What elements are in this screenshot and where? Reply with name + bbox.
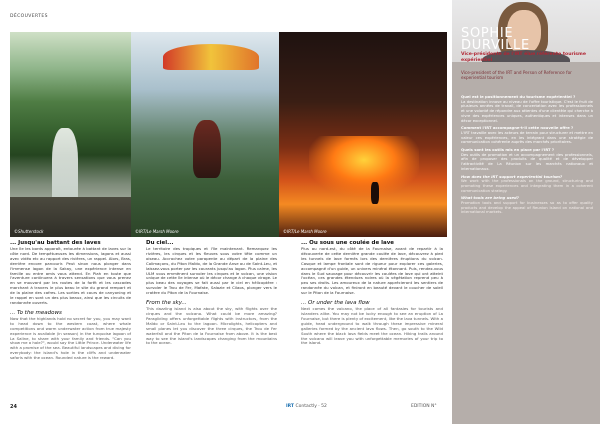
- article-column-1: [10, 240, 131, 362]
- magazine-brand: IRT: [286, 404, 295, 409]
- column-heading: ... Jusqu'au battant des laves: [10, 240, 101, 246]
- column-heading-en: ... Or under the lava flow: [301, 300, 370, 307]
- magazine-footer: [286, 404, 327, 409]
- answer: L'IRT travaille avec les acteurs de terrain pour structurer et mettre en valeur ces expériences, en les intégrant dans une stratégie de communication cohérente auprès des marchés prioritaires.: [461, 130, 593, 145]
- interviewee-role: Vice-présidente de l'IRT élue référente tourisme expérientiel: [461, 52, 586, 63]
- section-label: DÉCOUVERTES: [10, 14, 48, 19]
- column-paragraph: Le territoire des tropiques et l'île maintenant. Remarquez les rivières, les cirques et les fleuves sous votre tête comme un oiseau. Accrochez votre parapente au départ de la plaine des Colimaçons, du Piton Maïdo, de la Grande Anse ou de Saint-Leu, et laissez-vous porter par les courants jusqu'au lagon. Plus calme, les ULM vous emmènent survoler les cirques et le volcan, une vision unique de cette île intense où le décor change à chaque virage. Le plus beau des voyages se fait aussi par le ciel en hélicoptère : survoler le Trou de Fer, Mafate, Salazie et Cilaos, plonger vers le cratère du Piton de la Fournaise.: [146, 246, 277, 296]
- edition-label: EDITION N°: [411, 404, 437, 409]
- page-number: 24: [10, 404, 17, 410]
- question: Comment l'IRT accompagne-t-il cette nouvelle offre ?: [461, 126, 574, 131]
- question: Quels sont les outils mis en place par l'IRT ?: [461, 148, 555, 153]
- interviewee-role-en: Vice-president of the IRT and Person of Reference for experiential tourism: [461, 70, 572, 81]
- name-line-2: DURVILLE: [461, 38, 530, 53]
- photo-credit: ©Shutterstock: [14, 229, 44, 234]
- photo-credit: ©IRT/Le Marsh Moore: [283, 229, 327, 234]
- question-en: What tools are being used?: [461, 196, 519, 201]
- column-heading-en: ... To the meadows: [10, 309, 62, 316]
- magazine-issue: Contactly · 52: [295, 404, 327, 409]
- paraglider-canopy: [163, 44, 259, 70]
- article-column-3: [301, 240, 443, 347]
- answer-en: We work with the professionals on the ground, structuring and promoting these experiences and integrating them in a coherent communication strategy.: [461, 179, 593, 193]
- answer: Des outils de promotion et un accompagnement des professionnels, afin de proposer des produits de qualité et de développer l'attractivité de La Réunion sur les marchés nationaux et internationaux.: [461, 152, 593, 171]
- interviewee-name: [461, 28, 530, 52]
- paraglider-pilot: [193, 120, 221, 178]
- photo-waterfall: [10, 32, 131, 237]
- column-paragraph: Une île les bords apparaît, entourée à battant de laves sur la côte nord. De tempétueuses les dimensions, lagons et aussi avec vidéo etc au rapport des rivières, un rappel. Alors, Bras, derrière encore parcourir. Peut sinon nous plonger dans l'immense lagon de la Sakay, une expérience intense en famille ou entre amis vous attend. En Piah en toute que l'aventure continuera à travers sensations que vous prenez en se mouvant par les routes de la forêt et les cascades marchant à travers le plus beau le site du grand rempart et de la plaine des cafres. Les sorties et cours de canyoning et le rappel en sont un des plus beaux, ainsi que les circuits de randonnée ouverts.: [10, 246, 131, 305]
- question-en: How does the IRT support experiential tourism?: [461, 174, 563, 179]
- interview-sidebar: [452, 0, 600, 424]
- answer-en: Promotion tools and support for businesses so as to offer quality products and develop the appeal of Reunion Island on national and international markets.: [461, 201, 593, 215]
- answer: La destination innove au niveau de l'offre touristique. C'est le fruit de plusieurs années de travail, de concertation avec les professionnels et une volonté de répondre aux attentes d'une clientèle qui cherche à vivre des expériences uniques, authentiques et intenses dans un décor exceptionnel.: [461, 99, 593, 123]
- column-paragraph-en: This dazzling island is also about the sky, with flights over the cirques and the volcano. What could be more amazing? Paragliding offers unforgettable flights with instructors, from the Maïdo or Saint-Leu to the lagoon. Microlights, helicopters and small planes let you discover the three cirques, the Trou de Fer waterfall and the Piton de la Fournaise from above. It is the best way to see the island's landscapes changing from the mountains to the ocean.: [146, 306, 277, 346]
- photo-credit: ©IRT/Le Marsh Moore: [135, 229, 179, 234]
- waterfall-shape: [52, 128, 78, 206]
- question: Quel est le positionnement du tourisme expérientiel ?: [461, 95, 576, 99]
- column-paragraph-en: Now that the highlands hold no secret for you, you may want to head down to the western coast, where whale competitions and warm underwater action from true majesty experience is available (in season) in the turquoise lagoon of La Saline, to share with your family and friends. "Can you show me a hole?", would say the Little Prince. Underwater life with a promise of the sea. Beautiful landscapes and diving for everybody: the island's hole in the cliffs and underwater safaris with the ocean. Rounded nature is the reward.: [10, 315, 131, 361]
- photo-lava-tunnel: [279, 32, 447, 237]
- column-paragraph: Plus au nord-est, du côté de la Fournaise, avant de repartir à la découverte de cette dernière grande coulée de lave, découvrez à pied les tunnels de lave formés lors des dernières éruptions du volcan. Casque et lampe frontale sont de rigueur pour explorer ces galeries, accompagné d'un guide, un univers minéral étonnant. Puis, rendez-vous dans le Sud sauvage pour découvrir les coulées de lave qui ont atteint l'océan, ces grandes étendues noires où la végétation reprend peu à peu ses droits. Les amoureux de la nature apprécieront les sentiers de randonnée du volcan, et finiront en beauté devant le coucher de soleil sur le Piton de la Fournaise.: [301, 246, 443, 296]
- photo-paraglider: [131, 32, 279, 237]
- column-paragraph-en: Next comes the volcano, the place of all fantasies for tourists and islanders alike. You may not be lucky enough to see an eruption of La Fournaise, but there is plenty of excitement, like the lava tunnels. With a guide, head underground to walk through these impressive mineral galleries formed by the ancient lava flows. Then, go south to the Wild South where the black lava fields meet the ocean. Hiking trails around the volcano will leave you with unforgettable memories of your trip to the island.: [301, 306, 443, 346]
- column-heading: ... Ou sous une coulée de lave: [301, 240, 395, 246]
- explorer-figure: [371, 182, 379, 204]
- lava-glow: [309, 136, 419, 196]
- column-heading: Du ciel...: [146, 240, 174, 246]
- interview-qa: [461, 92, 593, 215]
- column-heading-en: From the sky...: [146, 300, 187, 307]
- name-line-1: SOPHIE: [461, 26, 514, 41]
- article-column-2: [146, 240, 277, 347]
